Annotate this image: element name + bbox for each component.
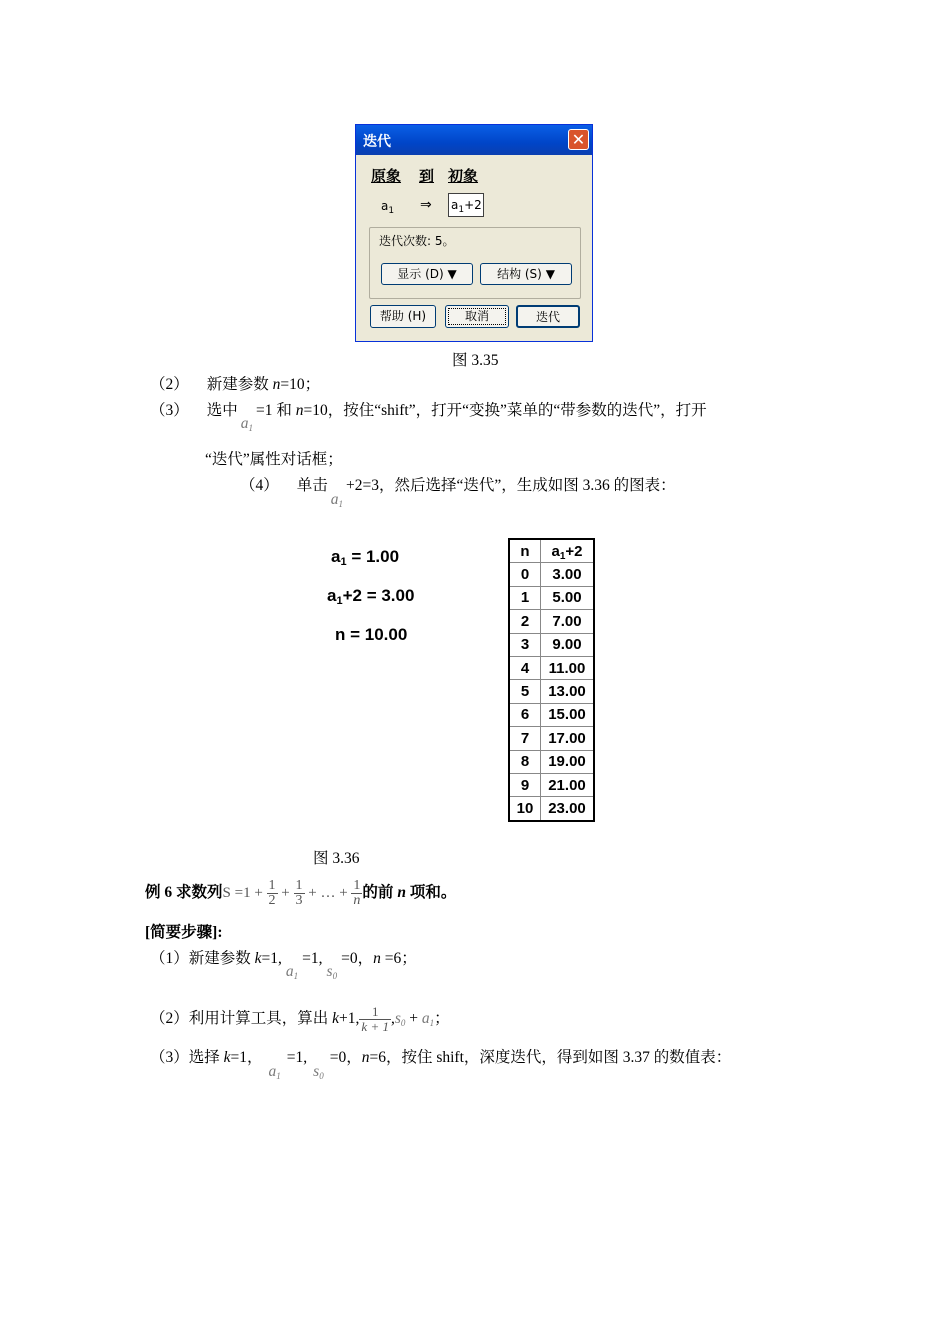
brief-step-1: （1）新建参数 k=1,a1=1,s0=0，n =6； bbox=[150, 950, 417, 981]
figure-caption-3-36: 图 3.36 bbox=[313, 850, 360, 867]
cell-value: 23.00 bbox=[541, 797, 595, 821]
step-2: （2） 新建参数 n=10； bbox=[150, 376, 321, 393]
cell-value: 19.00 bbox=[541, 750, 595, 773]
cell-n: 0 bbox=[509, 563, 541, 586]
cell-value: 13.00 bbox=[541, 680, 595, 703]
cell-value: 7.00 bbox=[541, 610, 595, 633]
brief-step-3: （3）选择 k=1，a1=1,s0=0，n=6，按住 shift，深度迭代，得到如图 3.37 的数值表： bbox=[150, 1049, 732, 1081]
close-icon[interactable]: ✕ bbox=[568, 129, 589, 150]
dialog-title: 迭代 bbox=[363, 134, 391, 150]
table-row bbox=[509, 610, 594, 633]
cell-n: 1 bbox=[509, 586, 541, 609]
structure-dropdown-button[interactable]: 结构 (S) ▼ bbox=[480, 263, 572, 285]
step-3-continued: “迭代”属性对话框； bbox=[205, 451, 343, 468]
iteration-options-group bbox=[369, 227, 581, 299]
iteration-table bbox=[508, 538, 595, 822]
dropdown-arrow-icon: ▼ bbox=[545, 267, 555, 281]
series-formula: S =1 + $\frac{1}{2}$ + $\frac{1}{3}$ + … + $\frac{1}{n}$ bbox=[222, 878, 361, 909]
table-row bbox=[509, 703, 594, 726]
step-4: （4） 单击a1+2=3，然后选择“迭代”，生成如图 3.36 的图表： bbox=[240, 477, 676, 509]
brief-step-2: （2）利用计算工具，算出 k+1, $\frac{1}{k + 1}$ ,s0 + a1； bbox=[150, 1003, 450, 1034]
cell-n: 3 bbox=[509, 633, 541, 656]
table-row bbox=[509, 680, 594, 703]
cell-value: 15.00 bbox=[541, 703, 595, 726]
step-3: （3） 选中a1=1 和 n=10，按住“shift”，打开“变换”菜单的“带参数的迭代”，打开 bbox=[150, 402, 707, 433]
calc-a1: a1 = 1.00 bbox=[331, 547, 400, 568]
display-dropdown-button[interactable]: 显示 (D) ▼ bbox=[381, 263, 473, 285]
table-row bbox=[509, 727, 594, 750]
cell-value: 11.00 bbox=[541, 656, 595, 679]
table-row bbox=[509, 773, 594, 796]
table-header-row bbox=[509, 539, 594, 563]
target-expression-field[interactable]: $a_1+2$ bbox=[448, 193, 484, 217]
column-header-n: n bbox=[509, 539, 541, 563]
iterate-button[interactable]: 迭代 bbox=[516, 305, 580, 328]
iterate-dialog bbox=[355, 124, 593, 342]
figure-caption-3-35: 图 3.35 bbox=[452, 352, 499, 369]
cell-n: 5 bbox=[509, 680, 541, 703]
to-header: 到 bbox=[419, 167, 435, 185]
cell-value: 3.00 bbox=[541, 563, 595, 586]
source-variable: $a_1$ bbox=[381, 199, 395, 216]
cell-n: 6 bbox=[509, 703, 541, 726]
example-6-heading: 例 6 求数列S =1 + $\frac{1}{2}$ + $\frac{1}{3}$ + … + $\frac{1}{n}$ 的前 n 项和。 bbox=[145, 878, 457, 909]
table-row bbox=[509, 633, 594, 656]
cell-n: 2 bbox=[509, 610, 541, 633]
column-header-expression: $a_1+2$ bbox=[541, 539, 595, 563]
cell-n: 4 bbox=[509, 656, 541, 679]
cell-value: 17.00 bbox=[541, 727, 595, 750]
cell-n: 8 bbox=[509, 750, 541, 773]
cell-value: 9.00 bbox=[541, 633, 595, 656]
table-row bbox=[509, 563, 594, 586]
cell-n: 7 bbox=[509, 727, 541, 750]
cell-value: 21.00 bbox=[541, 773, 595, 796]
cell-n: 9 bbox=[509, 773, 541, 796]
brief-steps-heading: [简要步骤]: bbox=[145, 924, 223, 941]
cell-n: 10 bbox=[509, 797, 541, 821]
cell-value: 5.00 bbox=[541, 586, 595, 609]
initial-image-header: 初象 bbox=[448, 167, 479, 185]
dropdown-arrow-icon: ▼ bbox=[447, 267, 457, 281]
map-arrow-icon: ⇒ bbox=[420, 197, 432, 213]
table-row bbox=[509, 797, 594, 821]
calc-a1-plus-2: a1+2 = 3.00 bbox=[327, 586, 415, 607]
iteration-count-label: 迭代次数: 5。 bbox=[379, 234, 455, 248]
table-row bbox=[509, 656, 594, 679]
pre-image-header: 原象 bbox=[371, 167, 402, 185]
dialog-titlebar bbox=[356, 125, 592, 155]
table-row bbox=[509, 750, 594, 773]
table-row bbox=[509, 586, 594, 609]
calc-n: n = 10.00 bbox=[335, 625, 408, 644]
help-button[interactable]: 帮助 (H) bbox=[370, 305, 436, 328]
cancel-button[interactable]: 取消 bbox=[445, 305, 509, 328]
